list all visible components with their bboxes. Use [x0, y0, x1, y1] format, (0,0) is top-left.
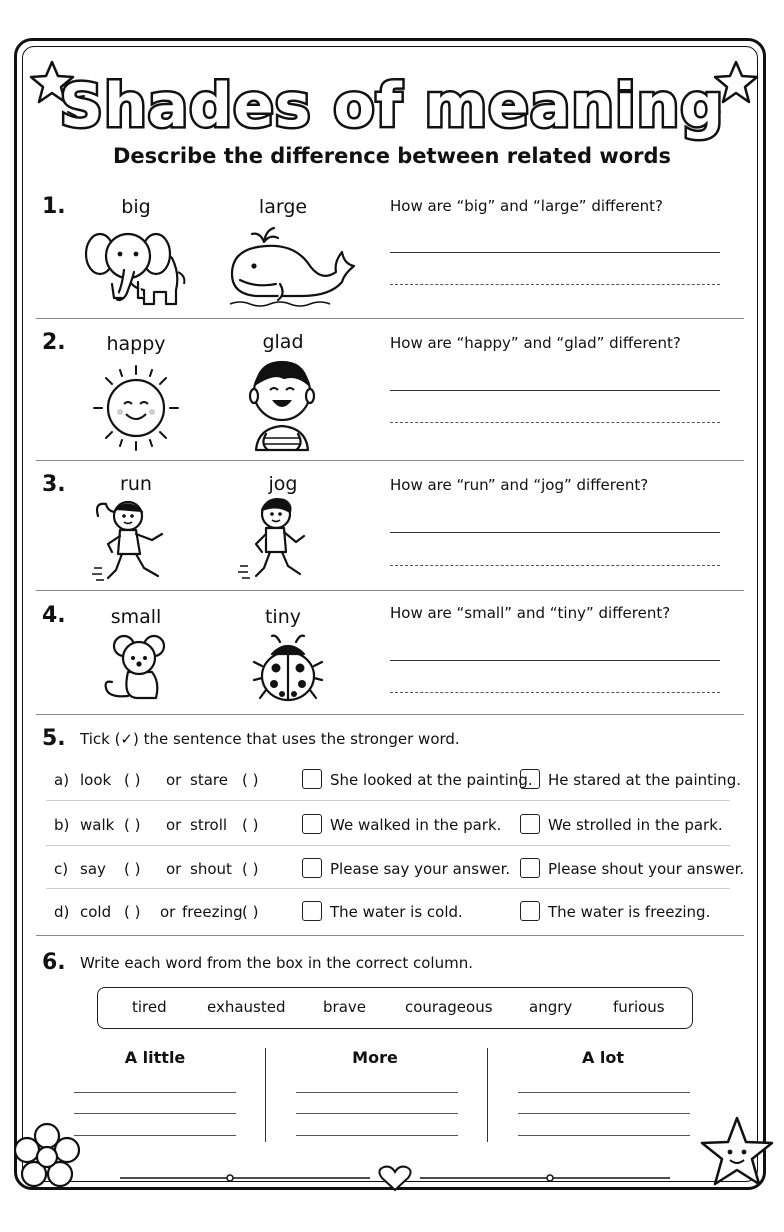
question: How are “happy” and “glad” different?: [390, 334, 681, 352]
column-heading: More: [352, 1048, 398, 1067]
column-answer-line[interactable]: [518, 1113, 690, 1114]
boy-icon: [244, 354, 320, 454]
sentence: She looked at the painting.: [330, 771, 533, 789]
question: How are “run” and “jog” different?: [390, 476, 649, 494]
section-divider: [36, 590, 744, 591]
column-answer-line[interactable]: [296, 1092, 458, 1093]
smiling-star-icon: [698, 1114, 776, 1192]
column-answer-line[interactable]: [296, 1135, 458, 1136]
tick-paren[interactable]: ( ): [124, 903, 141, 921]
tick-paren[interactable]: ( ): [124, 771, 141, 789]
or-text: or: [166, 771, 182, 789]
answer-line[interactable]: [390, 532, 720, 533]
row-letter: a): [54, 771, 70, 789]
row-letter: b): [54, 816, 70, 834]
question: How are “small” and “tiny” different?: [390, 604, 671, 622]
page-title: [0, 48, 784, 148]
answer-line[interactable]: [390, 252, 720, 253]
sentence-checkbox[interactable]: [302, 858, 322, 878]
column-answer-line[interactable]: [518, 1092, 690, 1093]
or-text: or: [160, 903, 176, 921]
sun-icon: [88, 360, 184, 456]
svg-text:Shades of meaning: Shades of meaning: [59, 71, 725, 141]
word-box-item: tired: [132, 998, 167, 1016]
section-number: 5.: [42, 726, 66, 751]
page-subtitle: Describe the difference between related words: [112, 144, 672, 168]
row-letter: d): [54, 903, 70, 921]
word-box-item: angry: [529, 998, 573, 1016]
column-answer-line[interactable]: [74, 1135, 236, 1136]
sentence-checkbox[interactable]: [520, 814, 540, 834]
tick-paren[interactable]: ( ): [242, 816, 259, 834]
column-answer-line[interactable]: [296, 1113, 458, 1114]
jogging-boy-icon: [238, 494, 314, 586]
flower-icon: [14, 1122, 80, 1192]
sentence-checkbox[interactable]: [520, 858, 540, 878]
word-box-item: brave: [323, 998, 366, 1016]
column-separator: [487, 1048, 488, 1142]
or-text: or: [166, 860, 182, 878]
answer-line[interactable]: [390, 660, 720, 661]
tick-paren[interactable]: ( ): [124, 816, 141, 834]
whale-icon: [226, 222, 358, 310]
mouse-icon: [98, 632, 170, 704]
word-option: look: [80, 771, 112, 789]
sentence: The water is freezing.: [548, 903, 711, 921]
sentence-checkbox[interactable]: [302, 901, 322, 921]
sentence: He stared at the painting.: [548, 771, 741, 789]
sentence: We strolled in the park.: [548, 816, 723, 834]
tick-paren[interactable]: ( ): [242, 903, 259, 921]
answer-line[interactable]: [390, 390, 720, 391]
word: tiny: [264, 606, 301, 628]
section-instruction: Write each word from the box in the correct column.: [80, 954, 473, 972]
column-heading: A lot: [581, 1048, 625, 1067]
section-instruction: Tick (✓) the sentence that uses the stronger word.: [80, 730, 460, 748]
sentence-checkbox[interactable]: [520, 769, 540, 789]
section-number: 6.: [42, 950, 66, 975]
word-option: shout: [190, 860, 232, 878]
answer-line[interactable]: [390, 422, 720, 423]
column-answer-line[interactable]: [74, 1092, 236, 1093]
bottom-ornament: [120, 1164, 670, 1194]
section-divider: [36, 935, 744, 936]
answer-line[interactable]: [390, 692, 720, 693]
item-number: 2.: [42, 330, 66, 355]
row-letter: c): [54, 860, 69, 878]
word: big: [121, 196, 151, 218]
tick-paren[interactable]: ( ): [242, 771, 259, 789]
word-box-item: exhausted: [207, 998, 286, 1016]
sentence-checkbox[interactable]: [520, 901, 540, 921]
section-divider: [36, 318, 744, 319]
sentence-checkbox[interactable]: [302, 814, 322, 834]
running-girl-icon: [92, 494, 172, 586]
row-divider: [46, 800, 730, 801]
sentence: The water is cold.: [330, 903, 463, 921]
column-heading: A little: [124, 1048, 186, 1067]
word: glad: [262, 331, 304, 353]
answer-line[interactable]: [390, 565, 720, 566]
item-number: 3.: [42, 472, 66, 497]
tick-paren[interactable]: ( ): [242, 860, 259, 878]
item-number: 1.: [42, 194, 66, 219]
elephant-icon: [84, 222, 188, 312]
ladybug-icon: [252, 632, 324, 704]
sentence: We walked in the park.: [330, 816, 502, 834]
row-divider: [46, 888, 730, 889]
word-box-item: courageous: [405, 998, 493, 1016]
word-option: stroll: [190, 816, 228, 834]
column-separator: [265, 1048, 266, 1142]
word-option: stare: [190, 771, 228, 789]
word-option: walk: [80, 816, 115, 834]
word: jog: [268, 473, 298, 495]
word-box-item: furious: [613, 998, 665, 1016]
sentence: Please shout your answer.: [548, 860, 745, 878]
word-option: freezing: [182, 903, 243, 921]
column-answer-line[interactable]: [74, 1113, 236, 1114]
word: small: [110, 606, 162, 628]
row-divider: [46, 845, 730, 846]
answer-line[interactable]: [390, 284, 720, 285]
column-answer-line[interactable]: [518, 1135, 690, 1136]
word: happy: [106, 333, 166, 355]
or-text: or: [166, 816, 182, 834]
item-number: 4.: [42, 603, 66, 628]
section-divider: [36, 714, 744, 715]
word-option: say: [80, 860, 106, 878]
word-box: [97, 987, 693, 1029]
question: How are “big” and “large” different?: [390, 197, 664, 215]
word: large: [258, 196, 308, 218]
tick-paren[interactable]: ( ): [124, 860, 141, 878]
word: run: [120, 473, 152, 495]
section-divider: [36, 460, 744, 461]
word-option: cold: [80, 903, 112, 921]
sentence-checkbox[interactable]: [302, 769, 322, 789]
sentence: Please say your answer.: [330, 860, 511, 878]
